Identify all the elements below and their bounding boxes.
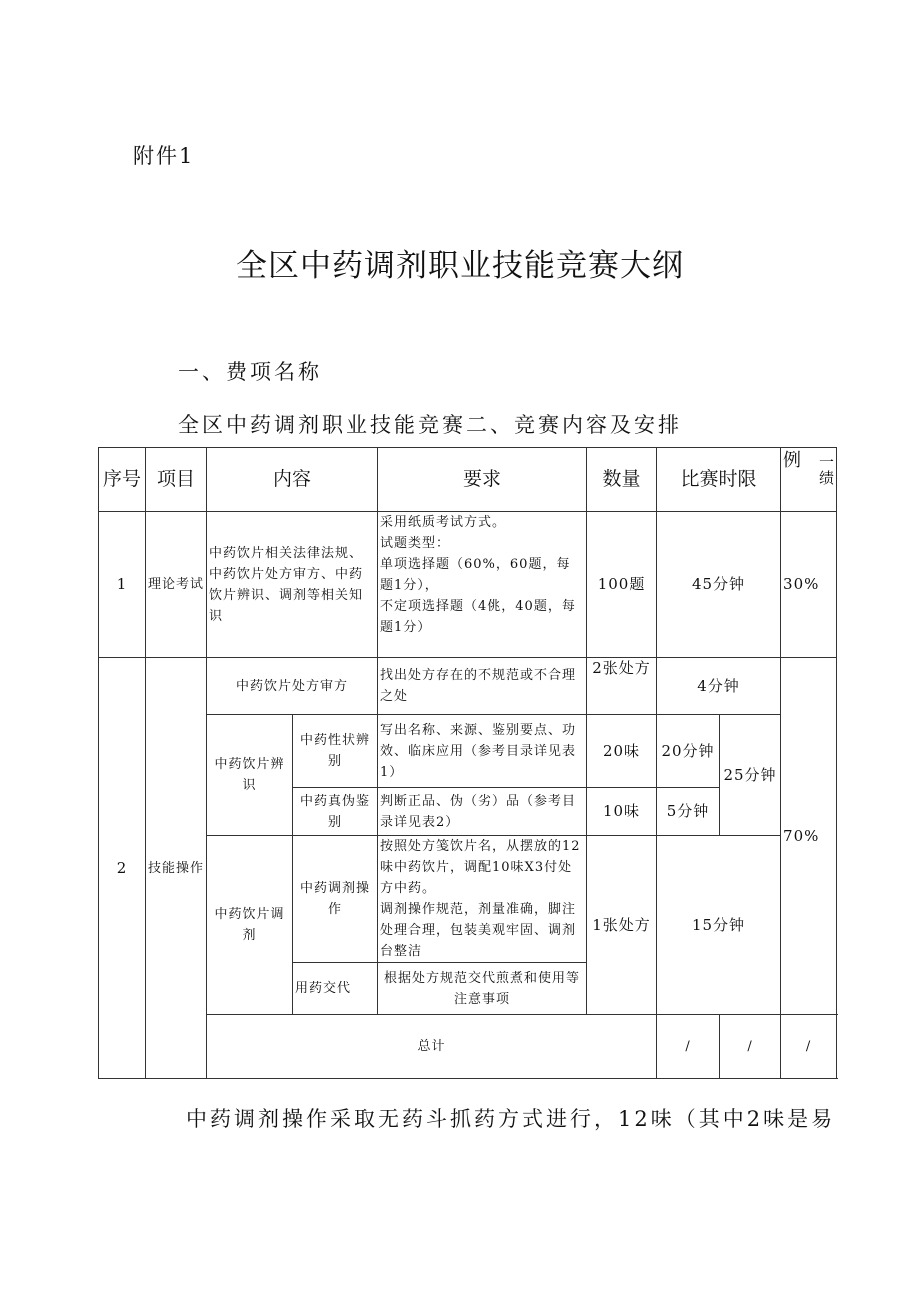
authentic-requirement: 判断正品、伪（劣）品（参考目录详见表2）: [378, 788, 587, 836]
row1-item: 理论考试: [146, 512, 207, 658]
competition-table: [98, 447, 837, 1079]
header-quantity: 数量: [587, 448, 657, 512]
footer-text: 中药调剂操作采取无药斗抓药方式进行，12味（其中2味是易: [186, 1107, 836, 1131]
authentic-time: 5分钟: [657, 788, 720, 836]
row1-ratio: 30%: [781, 512, 837, 658]
header-item: 项目: [146, 448, 207, 512]
audit-content: 中药饮片处方审方: [207, 658, 378, 715]
audit-quantity: 2张处方: [587, 658, 657, 715]
row2-item: 技能操作: [146, 658, 207, 1079]
header-ratio-a: 例: [783, 450, 802, 471]
header-time-limit: 比赛时限: [657, 448, 781, 512]
audit-time: 4分钟: [657, 658, 781, 715]
total-c3: /: [781, 1015, 837, 1079]
trait-name: 中药性状辨别: [293, 715, 378, 788]
authentic-name: 中药真伪鉴别: [293, 788, 378, 836]
identify-content: 中药饮片辨识: [207, 715, 293, 836]
dispense-time: 15分钟: [657, 836, 781, 1015]
section-heading-1: 一、费项名称: [178, 360, 322, 384]
trait-quantity: 20味: [587, 715, 657, 788]
total-c1: /: [657, 1015, 720, 1079]
row1-time: 45分钟: [657, 512, 781, 658]
row1-requirement: [378, 512, 587, 658]
section-heading-2: 全区中药调剂职业技能竞赛二、竞赛内容及安排: [178, 413, 682, 437]
dispense-content: 中药饮片调剂: [207, 836, 293, 1015]
table-total-row: [99, 1015, 837, 1079]
header-ratio-b: 一 绩: [819, 453, 835, 487]
dispense-quantity: 1张处方: [587, 836, 657, 1015]
row1-requirement-text: 采用纸质考试方式。 试题类型： 单项选择题（60%，60题，每题1分）， 不定项选择题（4佻，40题，每题1分）: [380, 515, 576, 635]
total-label: 总计: [207, 1015, 657, 1079]
table-row: [99, 512, 837, 658]
handover-requirement: 根据处方规范交代煎煮和使用等注意事项: [378, 963, 587, 1015]
table-row: [99, 715, 837, 788]
table-header-row: [99, 448, 837, 512]
trait-time: 20分钟: [657, 715, 720, 788]
row1-quantity: 100题: [587, 512, 657, 658]
table-row: [99, 836, 837, 963]
row2-ratio: 70%: [781, 658, 837, 1015]
row2-seq: 2: [99, 658, 146, 1079]
header-requirement: 要求: [378, 448, 587, 512]
header-seq: 序号: [99, 448, 146, 512]
header-ratio: [781, 448, 837, 512]
dispense-op-name: 中药调剂操作: [293, 836, 378, 963]
row1-seq: 1: [99, 512, 146, 658]
row1-content: 中药饮片相关法律法规、中药饮片处方审方、中药饮片辨识、调剂等相关知识: [207, 512, 378, 658]
authentic-quantity: 10味: [587, 788, 657, 836]
header-content: 内容: [207, 448, 378, 512]
page-title: 全区中药调剂职业技能竞赛大纲: [236, 248, 684, 284]
identify-total-time: 25分钟: [720, 715, 781, 836]
attachment-label: 附件1: [133, 144, 195, 168]
total-c2: /: [720, 1015, 781, 1079]
trait-requirement: 写出名称、来源、鉴别要点、功效、临床应用（参考目录详见表1）: [378, 715, 587, 788]
handover-name: 用药交代: [293, 963, 378, 1015]
dispense-op-requirement: 按照处方笺饮片名，从摆放的12味中药饮片，调配10味X3付处方中药。 调剂操作规范，剂量准确，脚注处理合理，包装美观牢固、调剂台整洁: [378, 836, 587, 963]
audit-requirement: 找出处方存在的不规范或不合理之处: [378, 658, 587, 715]
table-row: [99, 658, 837, 715]
